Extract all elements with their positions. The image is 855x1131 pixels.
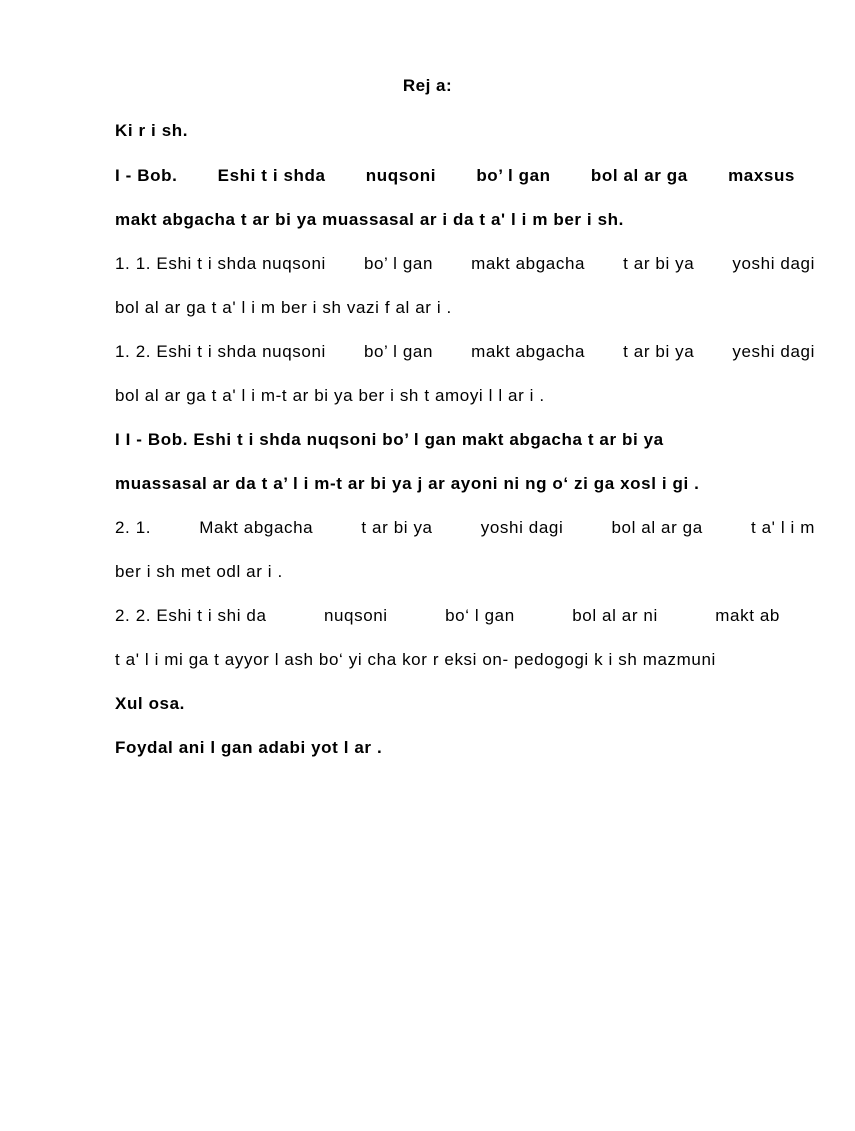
toc-word: makt ab [715, 606, 780, 625]
toc-word: yeshi dagi [732, 342, 815, 361]
toc-chapter-1-line-1 [115, 166, 795, 186]
toc-word: bo‘ l gan [445, 606, 515, 625]
toc-section-2-2-line-2: t a' l i mi ga t ayyor l ash bo‘ yi cha kor r eksi on- pedogogi k i sh mazmuni [115, 650, 716, 669]
toc-word: Makt abgacha [199, 518, 314, 537]
toc-word: makt abgacha [471, 254, 586, 273]
toc-word: 1. 2. Eshi t i shda nuqsoni [115, 342, 326, 361]
toc-chapter-2-line-2: muassasal ar da t a’ l i m-t ar bi ya j ar ayoni ni ng o‘ zi ga xosl i gi . [115, 474, 700, 493]
toc-word: Eshi t i shda [217, 166, 326, 185]
toc-word: maxsus [728, 166, 795, 185]
toc-chapter-1-line-2: makt abgacha t ar bi ya muassasal ar i da t a' l i m ber i sh. [115, 210, 624, 229]
toc-word: bol al ar ni [572, 606, 658, 625]
toc-word: yoshi dagi [732, 254, 815, 273]
toc-section-2-1-line-2: ber i sh met odl ar i . [115, 562, 283, 581]
toc-section-1-1-line-2: bol al ar ga t a' l i m ber i sh vazi f al ar i . [115, 298, 452, 317]
page-title: Rej a: [402, 76, 453, 95]
toc-word: t ar bi ya [623, 254, 695, 273]
toc-references: Foydal ani l gan adabi yot l ar . [115, 738, 383, 757]
toc-word: 2. 2. Eshi t i shi da [115, 606, 267, 625]
toc-word: nuqsoni [365, 166, 437, 185]
toc-section-1-1-line-1 [115, 254, 815, 274]
toc-section-2-1-line-1 [115, 518, 815, 538]
toc-section-1-2-line-2: bol al ar ga t a' l i m-t ar bi ya ber i sh t amoyi l l ar i . [115, 386, 545, 405]
toc-chapter-2-line-1: I I - Bob. Eshi t i shda nuqsoni bo’ l gan makt abgacha t ar bi ya [115, 430, 664, 449]
toc-word: bo’ l gan [476, 166, 551, 185]
toc-section-1-2-line-1 [115, 342, 815, 362]
toc-word: t ar bi ya [361, 518, 433, 537]
toc-word: t ar bi ya [623, 342, 695, 361]
toc-word: bol al ar ga [590, 166, 688, 185]
toc-word: yoshi dagi [480, 518, 564, 537]
toc-intro: Ki r i sh. [115, 121, 189, 140]
toc-word: 1. 1. Eshi t i shda nuqsoni [115, 254, 326, 273]
toc-section-2-2-line-1 [115, 606, 780, 626]
toc-conclusion: Xul osa. [115, 694, 185, 713]
toc-word: bol al ar ga [611, 518, 703, 537]
toc-word: makt abgacha [471, 342, 586, 361]
toc-word: nuqsoni [323, 606, 388, 625]
toc-word: bo’ l gan [363, 254, 433, 273]
toc-word: I - Bob. [115, 166, 178, 185]
toc-word: bo’ l gan [363, 342, 433, 361]
toc-word: t a' l i m [750, 518, 815, 537]
toc-word: 2. 1. [115, 518, 152, 537]
